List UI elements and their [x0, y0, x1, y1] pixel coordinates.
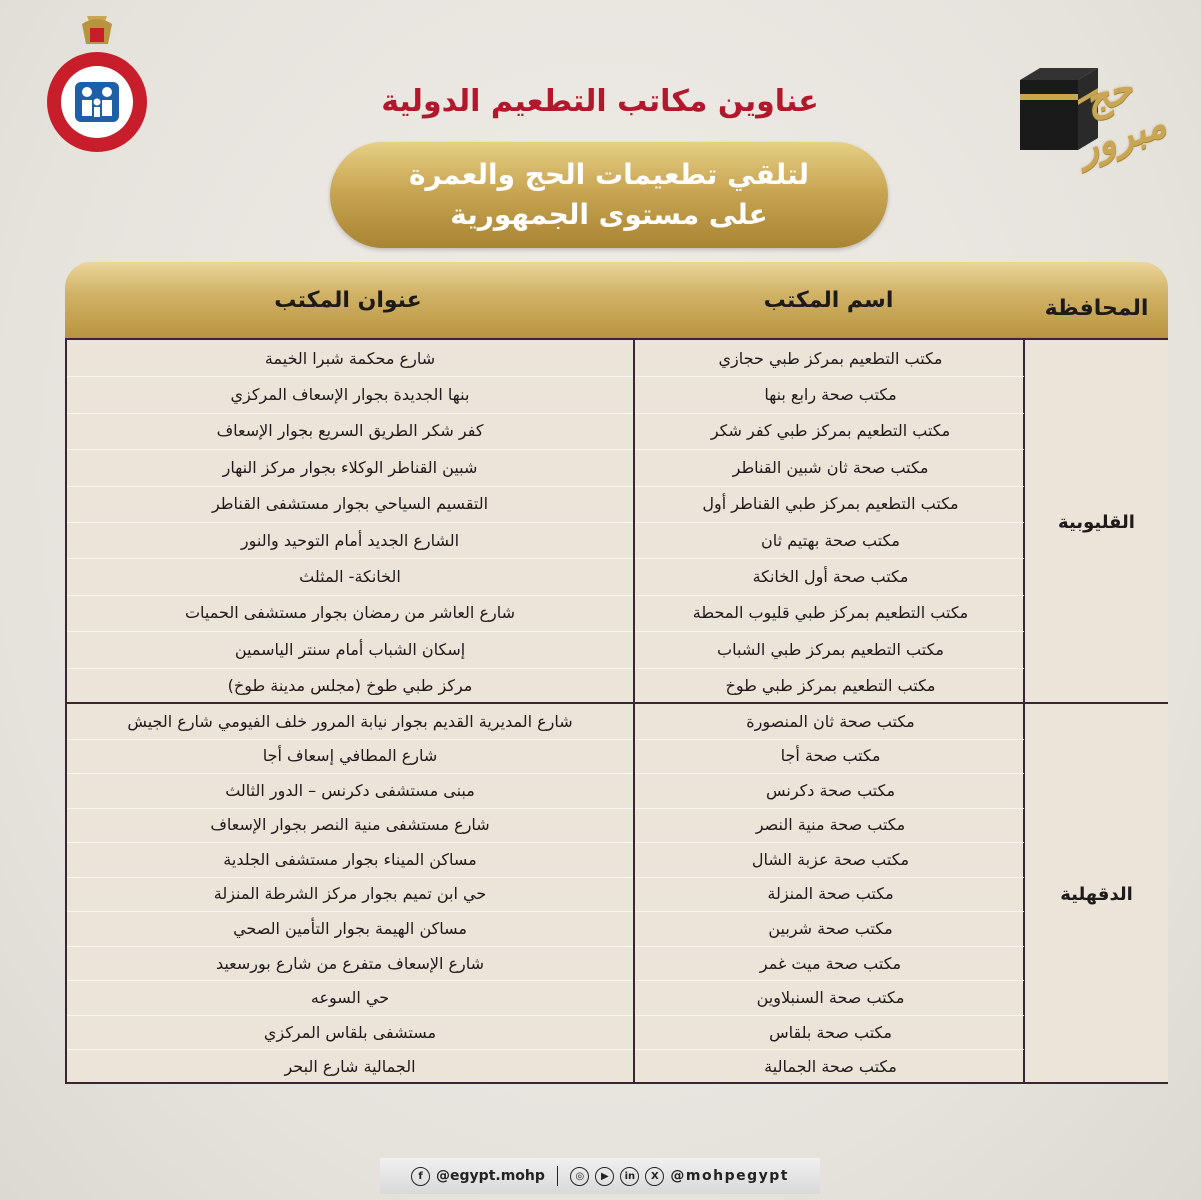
header-office-address: عنوان المكتب: [274, 287, 422, 313]
subtitle-line-1: لتلقي تطعيمات الحج والعمرة: [408, 158, 810, 191]
subtitle-line-2: على مستوى الجمهورية: [450, 198, 768, 231]
office-name-cell: مكتب التطعيم بمركز طبي حجازي: [633, 340, 1026, 376]
office-address-cell: التقسيم السياحي بجوار مستشفى القناطر: [65, 486, 633, 522]
social-handle[interactable]: @mohpegypt: [670, 1168, 789, 1184]
table-row: [65, 980, 1024, 1016]
governorate-group: [65, 702, 1168, 1084]
office-name-cell: مكتب التطعيم بمركز طبي القناطر أول: [633, 486, 1026, 522]
table-row: [65, 631, 1024, 668]
subtitle-banner: [330, 142, 888, 248]
table-row: [65, 668, 1024, 704]
office-name-cell: مكتب صحة بهتيم ثان: [633, 522, 1026, 558]
office-name-cell: مكتب التطعيم بمركز طبي قليوب المحطة: [633, 595, 1026, 631]
table-row: [65, 413, 1024, 450]
office-address-cell: حي ابن تميم بجوار مركز الشرطة المنزلة: [65, 877, 633, 912]
office-address-cell: مستشفى بلقاس المركزي: [65, 1015, 633, 1050]
table-row: [65, 558, 1024, 595]
office-name-cell: مكتب صحة ميت غمر: [633, 946, 1026, 981]
facebook-icon[interactable]: f: [411, 1167, 430, 1186]
office-address-cell: حي السوعه: [65, 980, 633, 1015]
table-row: [65, 739, 1024, 775]
table-row: [65, 808, 1024, 844]
page-title: عناوين مكاتب التطعيم الدولية: [381, 84, 819, 119]
office-address-cell: مساكن الهيمة بجوار التأمين الصحي: [65, 911, 633, 946]
office-address-cell: شارع العاشر من رمضان بجوار مستشفى الحميات: [65, 595, 633, 631]
office-name-cell: مكتب صحة أجا: [633, 739, 1026, 774]
governorate-group: [65, 338, 1168, 704]
hajj-calligraphy: حج مبرور: [1072, 64, 1172, 171]
ministry-logo: [42, 14, 152, 154]
table-row: [65, 340, 1024, 377]
office-address-cell: شارع المديرية القديم بجوار نيابة المرور خلف الفيومي شارع الجيش: [65, 704, 633, 739]
governorate-cell: الدقهلية: [1023, 704, 1168, 1084]
header-office-name: اسم المكتب: [763, 287, 894, 313]
governorate-cell: القليوبية: [1023, 340, 1168, 704]
office-name-cell: مكتب صحة شربين: [633, 911, 1026, 946]
office-name-cell: مكتب صحة الجمالية: [633, 1049, 1026, 1084]
table-row: [65, 842, 1024, 878]
office-name-cell: مكتب صحة المنزلة: [633, 877, 1026, 912]
table-row: [65, 449, 1024, 486]
table-row: [65, 376, 1024, 413]
office-name-cell: مكتب صحة عزبة الشال: [633, 842, 1026, 877]
office-address-cell: بنها الجديدة بجوار الإسعاف المركزي: [65, 376, 633, 412]
office-name-cell: مكتب صحة أول الخانكة: [633, 558, 1026, 594]
office-address-cell: الشارع الجديد أمام التوحيد والنور: [65, 522, 633, 558]
youtube-icon[interactable]: ▶: [595, 1167, 614, 1186]
facebook-handle[interactable]: @egypt.mohp: [436, 1168, 545, 1184]
table-row: [65, 595, 1024, 632]
office-address-cell: شارع مستشفى منية النصر بجوار الإسعاف: [65, 808, 633, 843]
table-row: [65, 486, 1024, 523]
linkedin-icon[interactable]: in: [620, 1167, 639, 1186]
office-address-cell: الجمالية شارع البحر: [65, 1049, 633, 1084]
office-name-cell: مكتب التطعيم بمركز طبي الشباب: [633, 631, 1026, 667]
office-address-cell: شارع الإسعاف متفرع من شارع بورسعيد: [65, 946, 633, 981]
office-name-cell: مكتب التطعيم بمركز طبي طوخ: [633, 668, 1026, 704]
office-name-cell: مكتب صحة بلقاس: [633, 1015, 1026, 1050]
divider: [557, 1166, 559, 1186]
office-address-cell: شبين القناطر الوكلاء بجوار مركز النهار: [65, 449, 633, 485]
table-row: [65, 704, 1024, 740]
office-name-cell: مكتب صحة دكرنس: [633, 773, 1026, 808]
office-address-cell: شارع المطافي إسعاف أجا: [65, 739, 633, 774]
offices-table: [65, 262, 1168, 1082]
table-body: [65, 338, 1168, 1082]
social-footer: [380, 1158, 820, 1194]
table-row: [65, 946, 1024, 982]
table-row: [65, 522, 1024, 559]
office-name-cell: مكتب صحة ثان شبين القناطر: [633, 449, 1026, 485]
office-name-cell: مكتب صحة منية النصر: [633, 808, 1026, 843]
office-address-cell: مركز طبي طوخ (مجلس مدينة طوخ): [65, 668, 633, 704]
table-row: [65, 1049, 1024, 1084]
office-address-cell: شارع محكمة شبرا الخيمة: [65, 340, 633, 376]
office-name-cell: مكتب صحة السنبلاوين: [633, 980, 1026, 1015]
office-address-cell: مساكن الميناء بجوار مستشفى الجلدية: [65, 842, 633, 877]
office-address-cell: إسكان الشباب أمام سنتر الياسمين: [65, 631, 633, 667]
x-icon[interactable]: X: [645, 1167, 664, 1186]
header-governorate: المحافظة: [1044, 295, 1149, 321]
instagram-icon[interactable]: ◎: [570, 1167, 589, 1186]
table-row: [65, 911, 1024, 947]
table-row: [65, 877, 1024, 913]
table-row: [65, 1015, 1024, 1051]
office-name-cell: مكتب صحة ثان المنصورة: [633, 704, 1026, 739]
office-name-cell: مكتب التطعيم بمركز طبي كفر شكر: [633, 413, 1026, 449]
office-address-cell: كفر شكر الطريق السريع بجوار الإسعاف: [65, 413, 633, 449]
office-name-cell: مكتب صحة رابع بنها: [633, 376, 1026, 412]
table-row: [65, 773, 1024, 809]
office-address-cell: مبنى مستشفى دكرنس – الدور الثالث: [65, 773, 633, 808]
office-address-cell: الخانكة- المثلث: [65, 558, 633, 594]
table-header: [65, 262, 1168, 338]
